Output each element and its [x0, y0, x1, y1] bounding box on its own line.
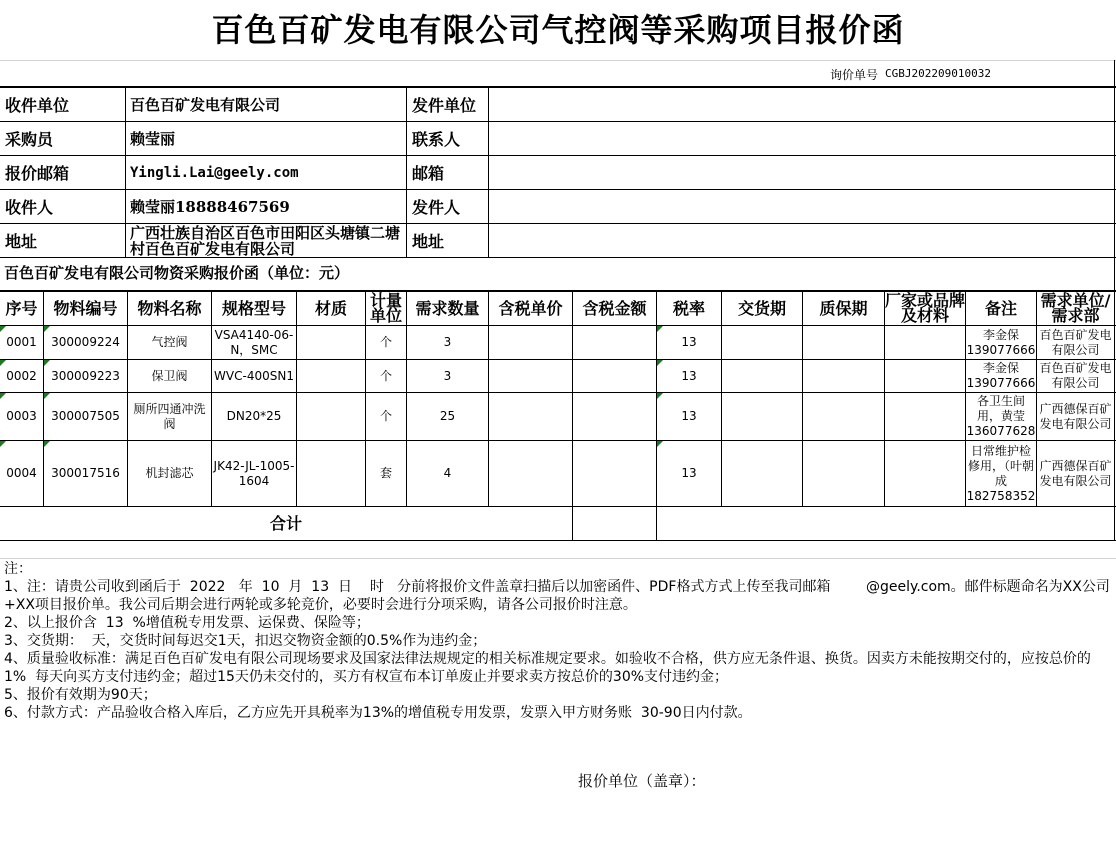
contact-label: 联系人	[412, 130, 461, 149]
page-title: 百色百矿发电有限公司气控阀等采购项目报价函	[211, 11, 905, 49]
recipient-value[interactable]: 赖莹丽18888467569	[130, 198, 290, 216]
table-cell[interactable]: 13	[657, 441, 721, 506]
col-header-material-code: 物料编号	[53, 298, 118, 318]
notes-heading: 注：	[4, 561, 32, 577]
table-cell[interactable]	[885, 441, 965, 506]
grid-line	[0, 558, 1116, 559]
table-cell[interactable]: 李金保139077666	[966, 361, 1036, 390]
email-value[interactable]	[489, 156, 1113, 189]
table-cell[interactable]: 百色百矿发电有限公司	[1039, 327, 1112, 357]
col-header-spec: 规格型号	[221, 298, 286, 318]
table-cell[interactable]: 13	[657, 393, 721, 440]
table-cell[interactable]	[722, 326, 802, 359]
table-cell[interactable]: 厕所四通冲洗阀	[133, 401, 206, 431]
table-cell[interactable]: WVC-400SN1	[214, 368, 294, 383]
col-header-texture: 材质	[314, 298, 347, 318]
table-cell[interactable]	[885, 360, 965, 392]
table-cell[interactable]: 李金保139077666	[966, 327, 1036, 357]
table-cell[interactable]: 百色百矿发电有限公司	[1039, 361, 1112, 390]
receiver-unit-value[interactable]: 百色百矿发电有限公司	[130, 95, 281, 114]
col-header-remarks: 备注	[984, 298, 1017, 318]
table-cell[interactable]	[489, 441, 572, 506]
table-cell[interactable]: 个	[379, 335, 392, 349]
table-cell[interactable]	[297, 393, 365, 440]
table-cell[interactable]	[722, 441, 802, 506]
inquiry-label: 询价单号	[830, 68, 879, 82]
col-header-unit-price: 含税单价	[498, 298, 563, 318]
note-item: 5、报价有效期为90天；	[4, 687, 157, 703]
table-cell[interactable]	[885, 393, 965, 440]
table-cell[interactable]: 0003	[0, 393, 43, 440]
table-cell[interactable]	[803, 441, 884, 506]
buyer-label: 采购员	[5, 130, 54, 149]
table-cell[interactable]	[722, 360, 802, 392]
table-cell[interactable]	[803, 393, 884, 440]
note-item: 3、交货期： 天，交货时间每迟交1天，扣迟交物资金额的0.5%作为违约金；	[4, 633, 487, 649]
note-item: 6、付款方式：产品验收合格入库后，乙方应先开具税率为13%的增值税专用发票，发票入甲方财务账 30-90日内付款。	[4, 705, 752, 721]
table-cell[interactable]: VSA4140-06-N，SMC	[214, 327, 294, 357]
col-header-demand-unit: 需求单位/需求部	[1040, 291, 1111, 325]
email-label: 邮箱	[412, 164, 445, 183]
address-label: 地址	[5, 232, 38, 251]
col-header-amount: 含税金额	[582, 298, 647, 318]
table-cell[interactable]: 25	[439, 409, 456, 423]
table-cell[interactable]	[489, 360, 572, 392]
table-cell[interactable]	[885, 326, 965, 359]
recipient-label: 收件人	[5, 198, 54, 217]
signature-label: 报价单位（盖章）：	[578, 772, 706, 790]
quote-email-label: 报价邮箱	[5, 164, 70, 183]
table-cell[interactable]: 广西德保百矿发电有限公司	[1039, 458, 1112, 488]
table-cell[interactable]: 4	[443, 466, 452, 480]
table-cell[interactable]: 气控阀	[151, 335, 188, 349]
table-cell[interactable]: JK42-JL-1005-1604	[213, 458, 295, 488]
table-cell[interactable]: 个	[379, 368, 392, 383]
table-cell[interactable]: 保卫阀	[151, 368, 188, 383]
table-cell[interactable]: 300009223	[44, 360, 127, 392]
sender-unit-label: 发件单位	[412, 95, 477, 115]
receiver-unit-label: 收件单位	[5, 95, 70, 115]
table-cell[interactable]	[573, 441, 656, 506]
col-header-material-name: 物料名称	[137, 298, 202, 318]
col-header-tax-rate: 税率	[672, 298, 705, 318]
table-cell[interactable]: 0001	[0, 326, 43, 359]
table-cell[interactable]: DN20*25	[226, 409, 282, 423]
table-cell[interactable]	[722, 393, 802, 440]
note-item: 4、质量验收标准：满足百色百矿发电有限公司现场要求及国家法律法规规定的相关标准规定要求。如验收不合格，供方应无条件退、换货。因卖方未能按期交付的，应按总价的1% 每天向买方支付违约金；超过15天仍未交付的，买方有权宣布本订单废止并要求卖方按总价的30%支付违约金；	[4, 651, 1091, 685]
col-header-delivery: 交货期	[737, 298, 786, 318]
table-cell[interactable]: 300009224	[44, 326, 127, 359]
col-header-quantity: 需求数量	[415, 298, 480, 318]
notes-section	[4, 560, 1112, 722]
table-cell[interactable]: 广西德保百矿发电有限公司	[1039, 401, 1112, 431]
table-cell[interactable]: 3	[443, 368, 452, 383]
table-cell[interactable]: 套	[379, 466, 392, 480]
table-cell[interactable]	[297, 360, 365, 392]
table-subtitle: 百色百矿发电有限公司物资采购报价函（单位：元）	[4, 264, 350, 282]
inquiry-number: CGBJ202209010032	[885, 67, 991, 80]
table-cell[interactable]	[803, 326, 884, 359]
table-cell[interactable]	[573, 360, 656, 392]
table-cell[interactable]: 个	[379, 409, 392, 423]
table-cell[interactable]	[573, 393, 656, 440]
total-label: 合计	[269, 514, 302, 533]
table-cell[interactable]: 3	[443, 335, 452, 349]
table-cell[interactable]	[803, 360, 884, 392]
col-header-warranty: 质保期	[819, 298, 868, 318]
buyer-value[interactable]: 赖莹丽	[130, 130, 176, 148]
table-cell[interactable]: 日常维护检修用，（叶朝成182758352	[966, 443, 1036, 503]
table-cell[interactable]: 各卫生间用，黄莹136077628	[966, 394, 1036, 438]
table-cell[interactable]	[297, 441, 365, 506]
col-header-unit: 计量单位	[369, 291, 402, 325]
table-cell[interactable]: 0004	[0, 441, 43, 506]
grid-line	[0, 60, 1116, 61]
table-cell[interactable]: 机封滤芯	[145, 466, 194, 480]
sender-label: 发件人	[412, 198, 461, 217]
sender-unit-value[interactable]	[489, 87, 1113, 121]
table-cell[interactable]: 13	[657, 326, 721, 359]
table-cell[interactable]	[573, 326, 656, 359]
note-item: 1、注：请贵公司收到函后于 2022 年 10 月 13 日 时 分前将报价文件盖章扫描后以加密函件、PDF格式方式上传至我司邮箱 @geely.com。邮件标题命名为XX公司+XX项目报价单。我公司后期会进行两轮或多轮竞价，必要时会进行分项采购，请各公司报价时注意。	[4, 579, 1110, 613]
address2-value[interactable]	[489, 224, 1113, 257]
col-header-seq: 序号	[5, 298, 38, 318]
col-header-brand: 厂家或品牌及材料	[885, 291, 965, 325]
table-cell[interactable]: 0002	[0, 360, 43, 392]
table-cell[interactable]: 300017516	[44, 441, 127, 506]
note-item: 2、以上报价含 13 %增值税专用发票、运保费、保险等；	[4, 615, 370, 631]
address-value[interactable]: 广西壮族自治区百色市田阳区头塘镇二塘村百色百矿发电有限公司	[130, 224, 401, 257]
table-cell[interactable]	[489, 326, 572, 359]
sender-value[interactable]	[489, 190, 1113, 223]
table-cell[interactable]: 300007505	[44, 393, 127, 440]
contact-value[interactable]	[489, 122, 1113, 155]
table-cell[interactable]	[489, 393, 572, 440]
total-amount-cell[interactable]	[573, 507, 656, 540]
address2-label: 地址	[412, 232, 445, 251]
table-cell[interactable]	[297, 326, 365, 359]
quote-email-value[interactable]: Yingli.Lai@geely.com	[130, 164, 299, 181]
table-cell[interactable]: 13	[657, 360, 721, 392]
